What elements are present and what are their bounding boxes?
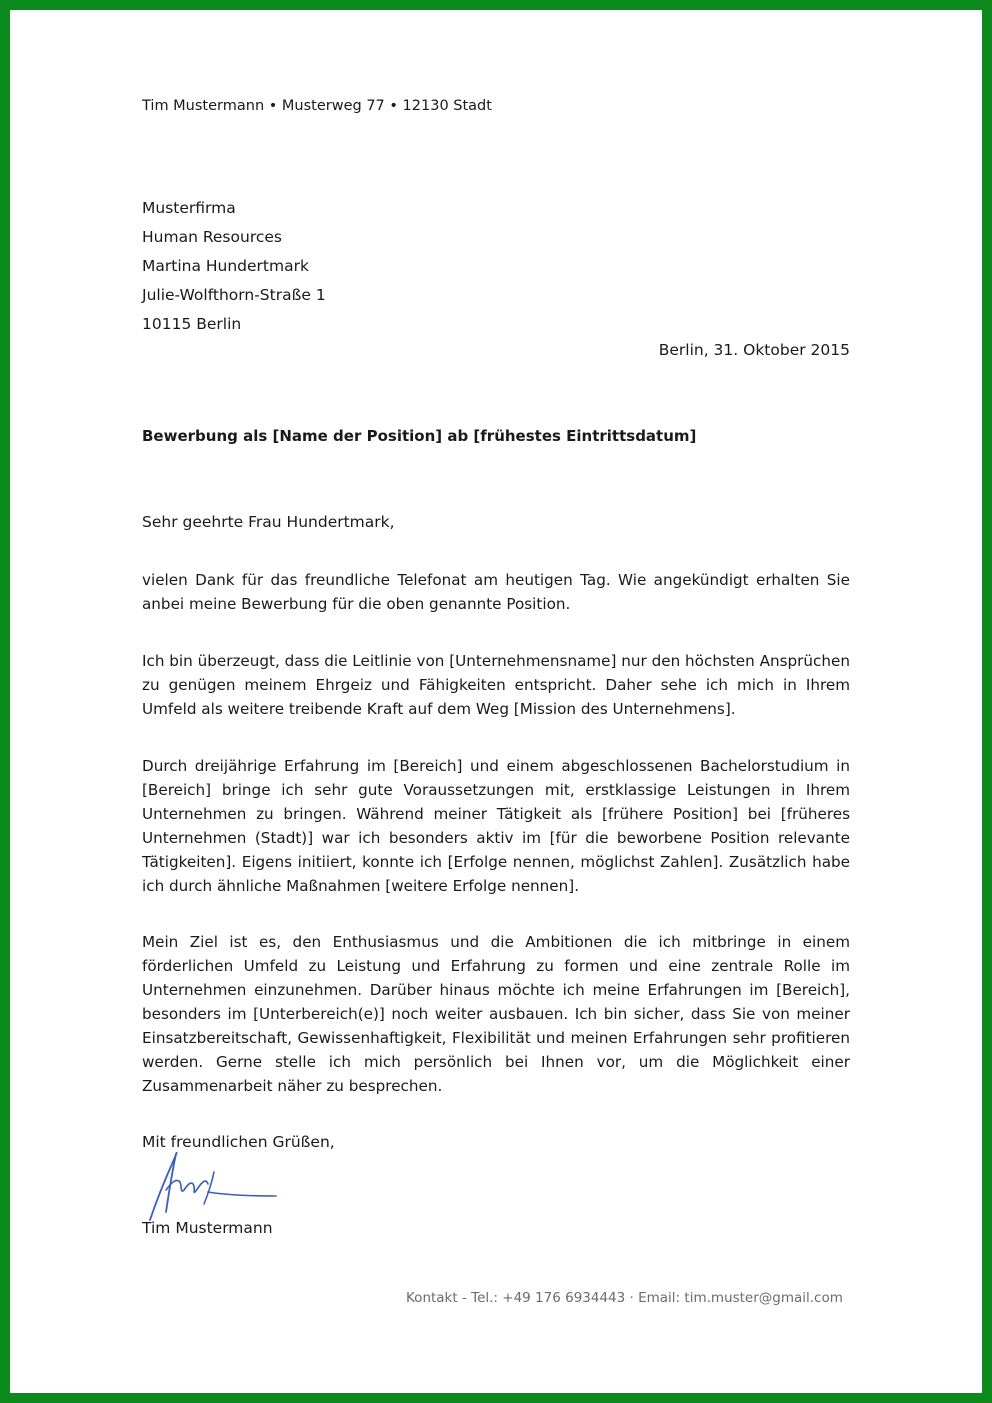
recipient-city: 10115 Berlin (142, 315, 242, 333)
recipient-address-block (142, 194, 326, 339)
signer-name: Tim Mustermann (142, 1219, 273, 1237)
body-paragraph: Ich bin überzeugt, dass die Leitlinie von [Unternehmensname] nur den höchsten Ansprüchen zu genügen meinem Ehrgeiz und Fähigkeiten entspricht. Daher sehe ich mich in Ihrem Umfeld als weitere treibende Kraft auf dem Weg [Mission des Unternehmens]. (142, 652, 850, 718)
footer-contact: Kontakt - Tel.: +49 176 6934443 · Email: tim.muster@gmail.com (406, 1290, 843, 1306)
recipient-department: Human Resources (142, 228, 282, 246)
recipient-company: Musterfirma (142, 199, 236, 217)
salutation: Sehr geehrte Frau Hundertmark, (142, 513, 395, 531)
body-paragraph: Mein Ziel ist es, den Enthusiasmus und die Ambitionen die ich mitbringe in einem förderlichen Umfeld zu Leistung und Erfahrung zu formen und eine zentrale Rolle im Unternehmen einzunehmen. Darüber hinaus möchte ich meine Erfahrungen im [Bereich], besonders im [Unterbereich(e)] noch weiter ausbauen. Ich bin sicher, dass Sie von meiner Einsatzbereitschaft, Gewissenhaftigkeit, Flexibilität und meinen Erfahrungen sehr profitieren werden. Gerne stelle ich mich persönlich bei Ihnen vor, um die Möglichkeit einer Zusammenarbeit näher zu besprechen. (142, 933, 850, 1095)
recipient-street: Julie-Wolfthorn-Straße 1 (142, 286, 326, 304)
sender-address-line: Tim Mustermann • Musterweg 77 • 12130 Stadt (142, 98, 492, 114)
body-paragraph: vielen Dank für das freundliche Telefonat am heutigen Tag. Wie angekündigt erhalten Sie anbei meine Bewerbung für die oben genannte Position. (142, 571, 850, 613)
letter-date: Berlin, 31. Oktober 2015 (658, 341, 850, 359)
recipient-name: Martina Hundertmark (142, 257, 309, 275)
body-paragraph: Durch dreijährige Erfahrung im [Bereich] und einem abgeschlossenen Bachelorstudium in [Bereich] bringe ich sehr gute Voraussetzungen mit, erstklassige Leistungen in Ihrem Unternehmen zu bringen. Während meiner Tätigkeit als [frühere Position] bei [früheres Unternehmen (Stadt)] war ich besonders aktiv im [für die beworbene Position relevante Tätigkeiten]. Eigens initiiert, konnte ich [Erfolge nennen, möglichst Zahlen]. Zusätzlich habe ich durch ähnliche Maßnahmen [weitere Erfolge nennen]. (142, 757, 850, 895)
letter-subject: Bewerbung als [Name der Position] ab [frühestes Eintrittsdatum] (142, 427, 697, 445)
closing-phrase: Mit freundlichen Grüßen, (142, 1133, 335, 1151)
